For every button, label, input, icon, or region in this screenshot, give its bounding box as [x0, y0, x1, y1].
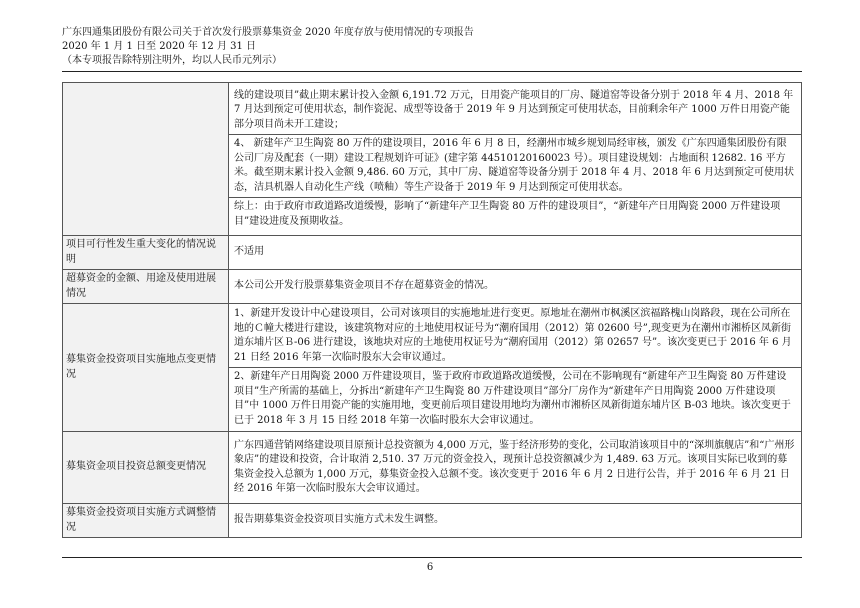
row-label: 募集资金投资项目实施方式调整情况 [63, 504, 229, 538]
footer-divider [62, 557, 802, 558]
row-label: 超募资金的金额、用途及使用进展情况 [63, 270, 229, 304]
content-paragraph: 线的建设项目”截止期末累计投入金额 6,191.72 万元，日用瓷产能项目的厂房、隧道窑等设备分别于 2018 年 4 月、2018 年 7 月达到预定可使用状态，制作瓷泥、成型等设备于 2019 年 9 月达到预定可使用状态，目前剩余年产 1000 万件日用瓷产能部分项目尚未开工建设； [234, 89, 794, 130]
table-row [63, 432, 802, 504]
row-content [229, 304, 802, 432]
row-label: 募集资金项目投资总额变更情况 [63, 432, 229, 504]
table-row [63, 270, 802, 304]
row-label: 募集资金投资项目实施地点变更情况 [63, 304, 229, 432]
content-paragraph: 1、新建开发设计中心建设项目，公司对该项目的实施地址进行变更。原地址在潮州市枫溪区滨福路槐山岗路段，现在公司所在地的Ｃ幢大楼进行建设，该建筑物对应的土地使用权证号为“潮府国用（2012）第 02600 号”,现变更为在潮州市湘桥区凤新街道东埔片区Ｂ-06 进行建设，该地块对应的土地使用权证号为“潮府国用（2012）第 02657 号”。该次变更已于 2016 年 6 月 21 日经 2016 年第一次临时股东大会审议通过。 [234, 308, 792, 363]
table-row [63, 83, 802, 236]
content-paragraph: 4、 新建年产卫生陶瓷 80 万件的建设项目，2016 年 6 月 8 日，经潮州市城乡规划局经审核，颁发《广东四通集团股份有限公司厂房及配套（一期）建设工程规划许可证》(建字第 44510120160023 号）。项目建设规划：占地面积 12682. 16 平方米。截至期末累计投入金额 9,486. 60 万元，其中厂房、隧道窑等设备分别于 2018 年 4 月、2018 年 6 月达到预定可使用状态，洁具机器人自动化生产线（喷釉）等生产设备于 2019 年 9 月达到预定可使用状态。 [229, 134, 801, 195]
row-content [229, 504, 802, 538]
row-content [229, 236, 802, 270]
currency-note: （本专项报告除特别注明外，均以人民币元列示） [62, 55, 282, 66]
row-label [63, 83, 229, 236]
row-content [229, 432, 802, 504]
table-row [63, 304, 802, 432]
row-content [229, 270, 802, 304]
table-row [63, 504, 802, 538]
row-label: 项目可行性发生重大变化的情况说明 [63, 236, 229, 270]
row-content [229, 83, 802, 236]
report-period: 2020 年 1 月 1 日至 2020 年 12 月 31 日 [62, 41, 257, 52]
content-paragraph: 报告期募集资金投资项目实施方式未发生调整。 [234, 514, 444, 526]
content-paragraph: 2、新建年产日用陶瓷 2000 万件建设项目，鉴于政府市政道路改道缓慢，公司在不影响现有“新建年产卫生陶瓷 80 万件建设项目”生产所需的基础上，分拆出“新建年产卫生陶瓷 80 万件建设项目”部分厂房作为“新建年产日用陶瓷 2000 万件建设项目”中 1000 万件日用瓷产能的实施用地，变更前后项目建设用地均为潮州市湘桥区凤新街道东埔片区 B-03 地块。该次变更于已于 2018 年 3 月 15 日经 2018 年第一次临时股东大会审议通过。 [229, 367, 801, 428]
report-header [62, 26, 802, 68]
content-paragraph: 综上：由于政府市政道路改道缓慢，影响了“新建年产卫生陶瓷 80 万件的建设项目”，“新建年产日用陶瓷 2000 万件建设项目”建设进度及预期收益。 [229, 197, 801, 229]
content-paragraph: 广东四通营销网络建设项目原预计总投资额为 4,000 万元，鉴于经济形势的变化，公司取消该项目中的“深圳旗舰店”和“广州形象店”的建设和投资，合计取消 2,510. 37 万元的资金投入，现预计总投资额减少为 1,489. 63 万元。该项目实际已收到的募集资金投入总额为 1,000 万元，募集资金投入总额不变。该次变更于 2016 年 6 月 2 日进行公告，并于 2016 年 6 月 21 日经 2016 年第一次临时股东大会审议通过。 [234, 439, 795, 494]
report-title: 广东四通集团股份有限公司关于首次发行股票募集资金 2020 年度存放与使用情况的专项报告 [62, 27, 474, 38]
content-paragraph: 不适用 [234, 246, 264, 258]
header-divider [62, 71, 802, 72]
page-number: 6 [426, 562, 434, 573]
content-paragraph: 本公司公开发行股票募集资金项目不存在超募资金的情况。 [234, 280, 494, 292]
fund-usage-table [62, 82, 802, 538]
table-row [63, 236, 802, 270]
